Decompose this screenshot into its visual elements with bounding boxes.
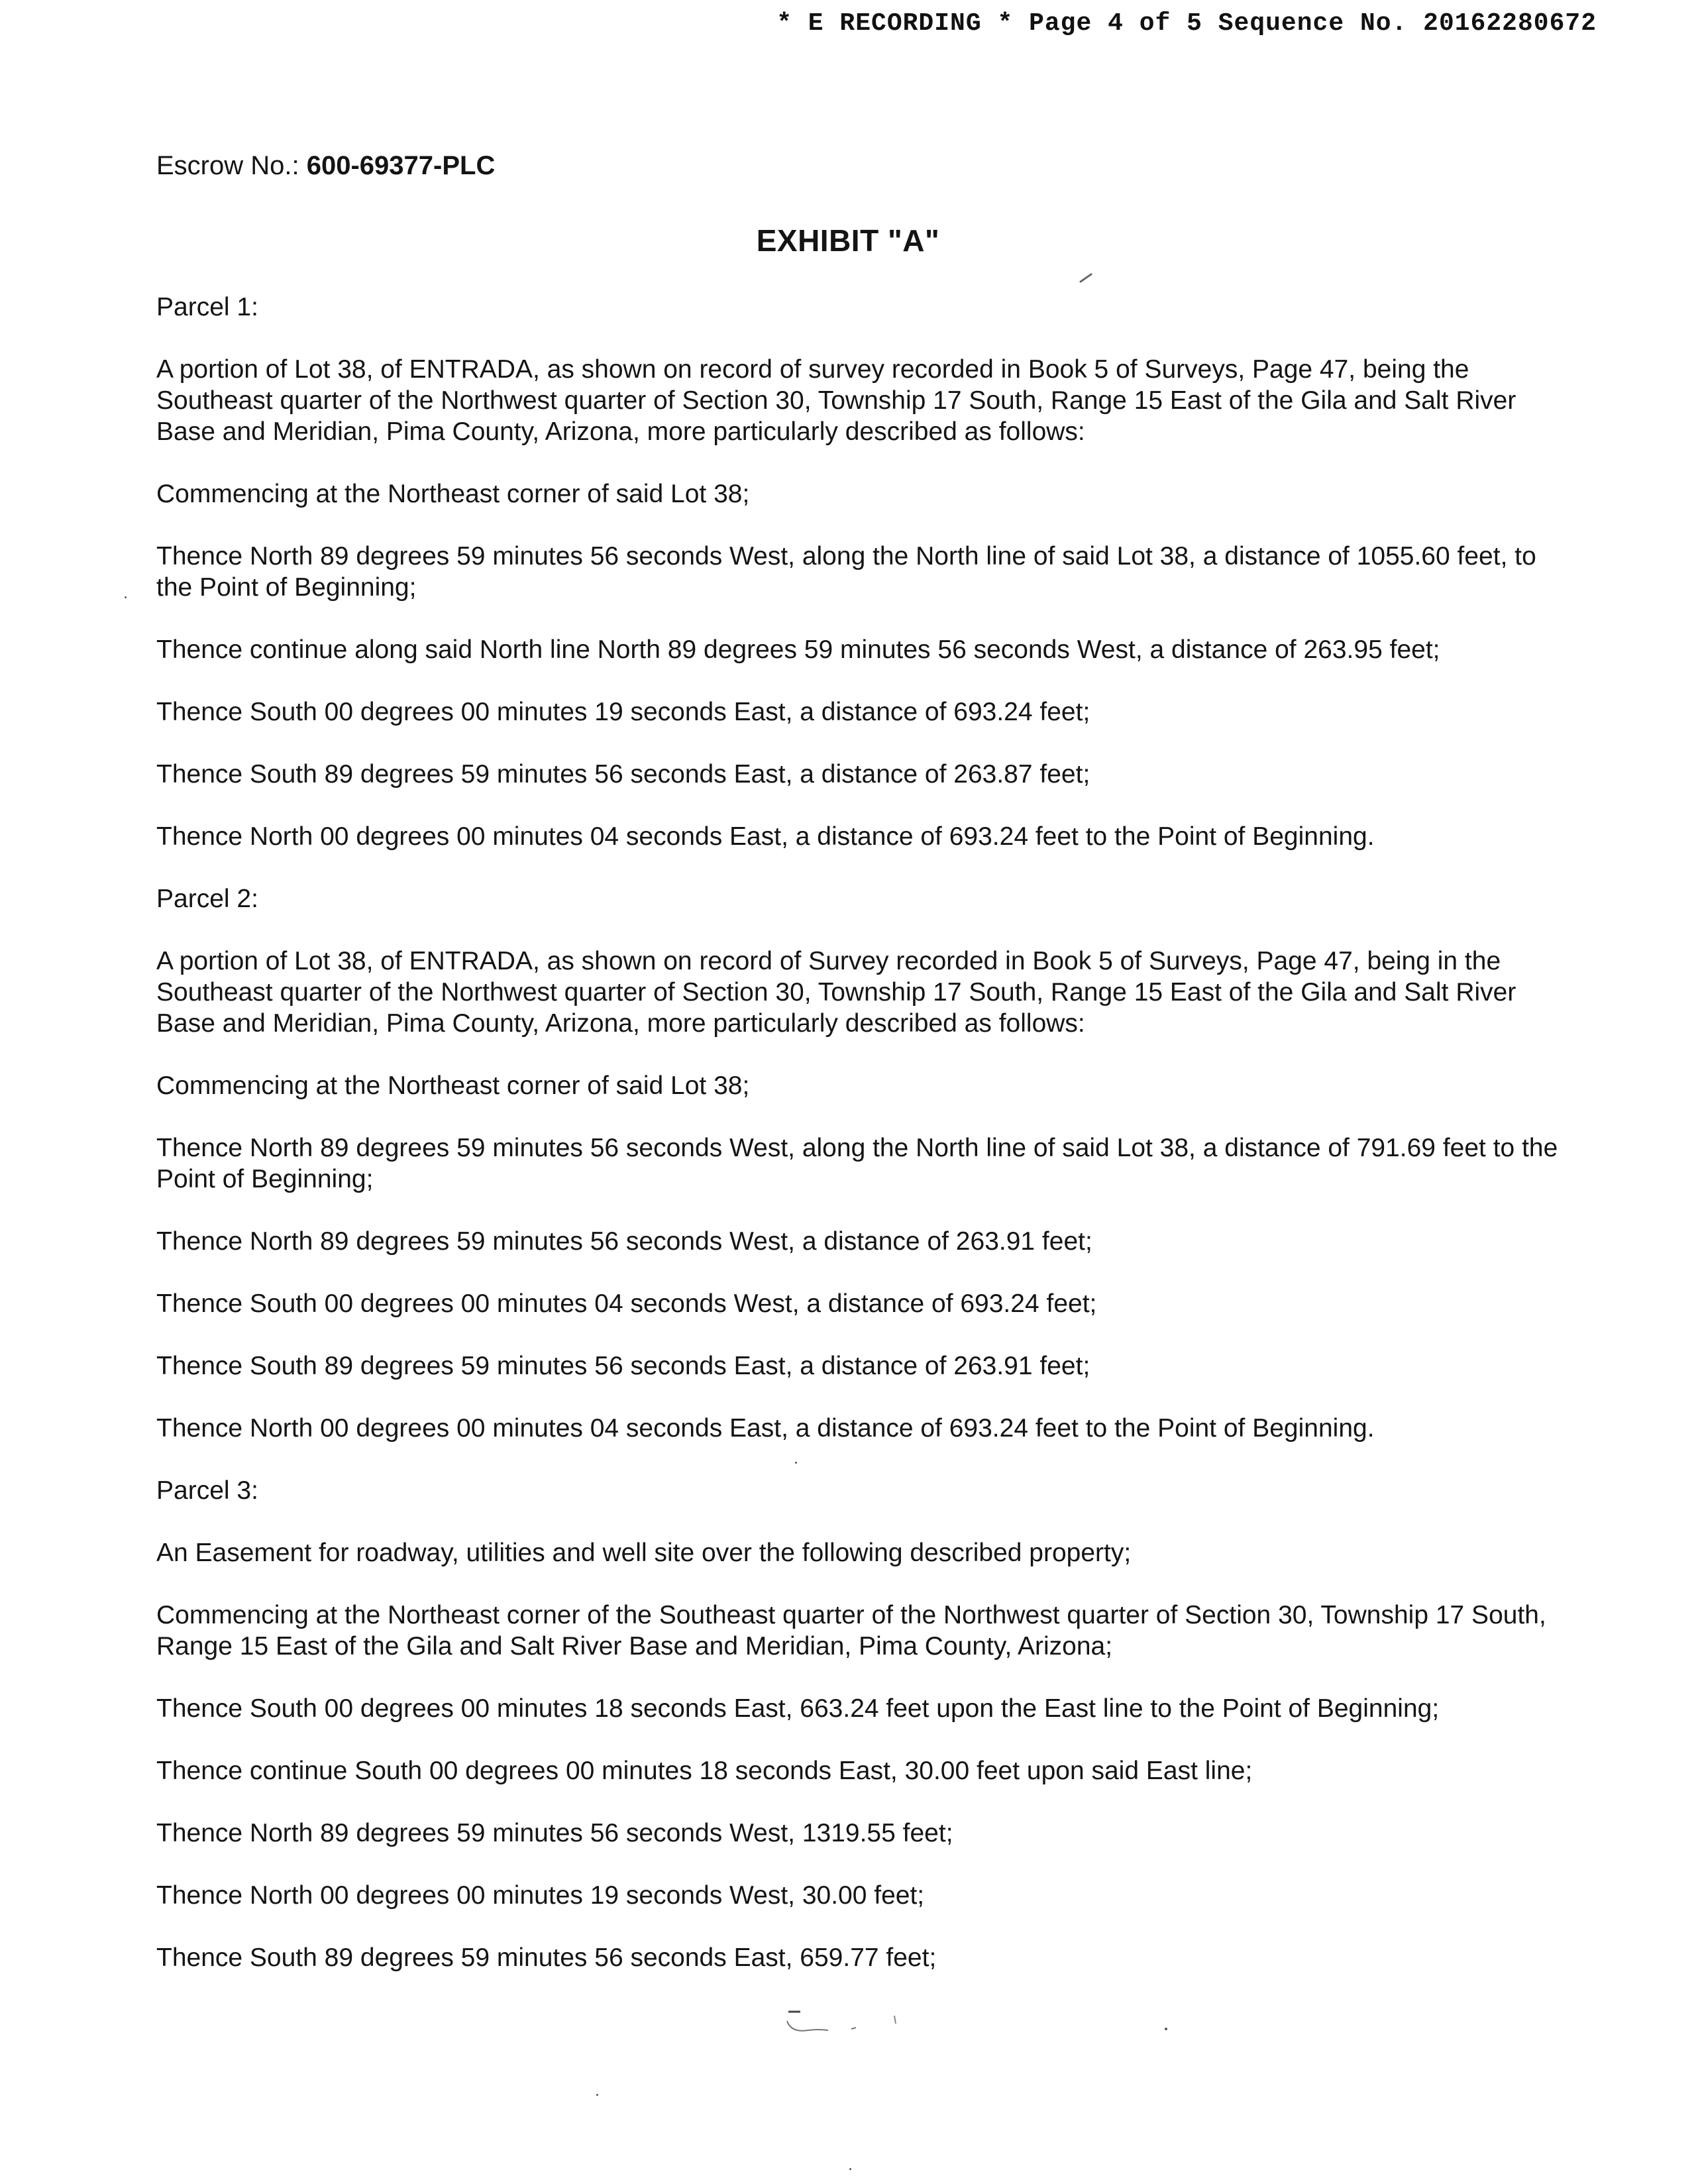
parcel-2-commencing: Commencing at the Northeast corner of said Lot 38; — [156, 1071, 750, 1100]
parcel-2-course-1: Thence North 89 degrees 59 minutes 56 seconds West, along the North line of said Lot 38, a distance of 791.69 feet to the Point of Beginning; — [156, 1134, 1558, 1193]
parcel-3-course-4: Thence North 00 degrees 00 minutes 19 seconds West, 30.00 feet; — [156, 1881, 925, 1910]
escrow-number — [156, 151, 495, 181]
scan-artifact — [782, 2006, 914, 2046]
parcel-3-heading: Parcel 3: — [156, 1476, 258, 1505]
parcel-2-course-4: Thence South 89 degrees 59 minutes 56 seconds East, a distance of 263.91 feet; — [156, 1352, 1090, 1380]
escrow-value: 600-69377-PLC — [306, 151, 496, 180]
parcel-1-commencing: Commencing at the Northeast corner of said Lot 38; — [156, 480, 750, 508]
exhibit-title: EXHIBIT "A" — [756, 223, 940, 258]
scan-speck — [795, 1462, 797, 1464]
scan-speck — [849, 2168, 851, 2170]
scan-speck — [596, 2094, 598, 2096]
parcel-3-description: An Easement for roadway, utilities and well site over the following described property; — [156, 1539, 1132, 1567]
parcel-2-course-2: Thence North 89 degrees 59 minutes 56 seconds West, a distance of 263.91 feet; — [156, 1227, 1092, 1256]
parcel-1-heading: Parcel 1: — [156, 293, 258, 321]
parcel-2-description: A portion of Lot 38, of ENTRADA, as shown on record of Survey recorded in Book 5 of Surveys, Page 47, being in the Southeast quarter of the Northwest quarter of Section 30, Township 17 South, Range 15 East of the Gila and Salt River Base and Meridian, Pima County, Arizona, more particularly described as follows: — [156, 947, 1516, 1038]
parcel-1-course-3: Thence South 00 degrees 00 minutes 19 seconds East, a distance of 693.24 feet; — [156, 698, 1090, 726]
parcel-1-description: A portion of Lot 38, of ENTRADA, as shown on record of survey recorded in Book 5 of Surveys, Page 47, being the Southeast quarter of the Northwest quarter of Section 30, Township 17 South, Range 15 East of the Gila and Salt River Base and Meridian, Pima County, Arizona, more particularly described as follows: — [156, 355, 1516, 446]
parcel-3-commencing: Commencing at the Northeast corner of the Southeast quarter of the Northwest quarter of Section 30, Township 17 South, Range 15 East of the Gila and Salt River Base and Meridian, Pima County, Arizona; — [156, 1601, 1546, 1661]
parcel-1-course-1: Thence North 89 degrees 59 minutes 56 seconds West, along the North line of said Lot 38, a distance of 1055.60 feet, to the Point of Beginning; — [156, 542, 1536, 602]
parcel-2-course-5: Thence North 00 degrees 00 minutes 04 seconds East, a distance of 693.24 feet to the Point of Beginning. — [156, 1414, 1375, 1443]
scan-mark — [1079, 273, 1092, 283]
parcel-2-heading: Parcel 2: — [156, 885, 258, 913]
scan-speck — [1165, 2028, 1167, 2030]
parcel-2-course-3: Thence South 00 degrees 00 minutes 04 seconds West, a distance of 693.24 feet; — [156, 1289, 1097, 1318]
scan-speck — [125, 596, 127, 598]
recording-header: * E RECORDING * Page 4 of 5 Sequence No. 20162280672 — [776, 9, 1597, 38]
parcel-3-course-5: Thence South 89 degrees 59 minutes 56 seconds East, 659.77 feet; — [156, 1943, 937, 1972]
parcel-3-course-1: Thence South 00 degrees 00 minutes 18 seconds East, 663.24 feet upon the East line to the Point of Beginning; — [156, 1694, 1440, 1723]
parcel-3-course-2: Thence continue South 00 degrees 00 minutes 18 seconds East, 30.00 feet upon said East line; — [156, 1757, 1253, 1785]
parcel-1-course-5: Thence North 00 degrees 00 minutes 04 seconds East, a distance of 693.24 feet to the Point of Beginning. — [156, 822, 1375, 851]
escrow-label: Escrow No.: — [156, 151, 299, 180]
legal-description — [156, 292, 1561, 2004]
parcel-1-course-2: Thence continue along said North line North 89 degrees 59 minutes 56 seconds West, a distance of 263.95 feet; — [156, 635, 1440, 664]
parcel-1-course-4: Thence South 89 degrees 59 minutes 56 seconds East, a distance of 263.87 feet; — [156, 760, 1090, 789]
parcel-3-course-3: Thence North 89 degrees 59 minutes 56 seconds West, 1319.55 feet; — [156, 1819, 953, 1847]
